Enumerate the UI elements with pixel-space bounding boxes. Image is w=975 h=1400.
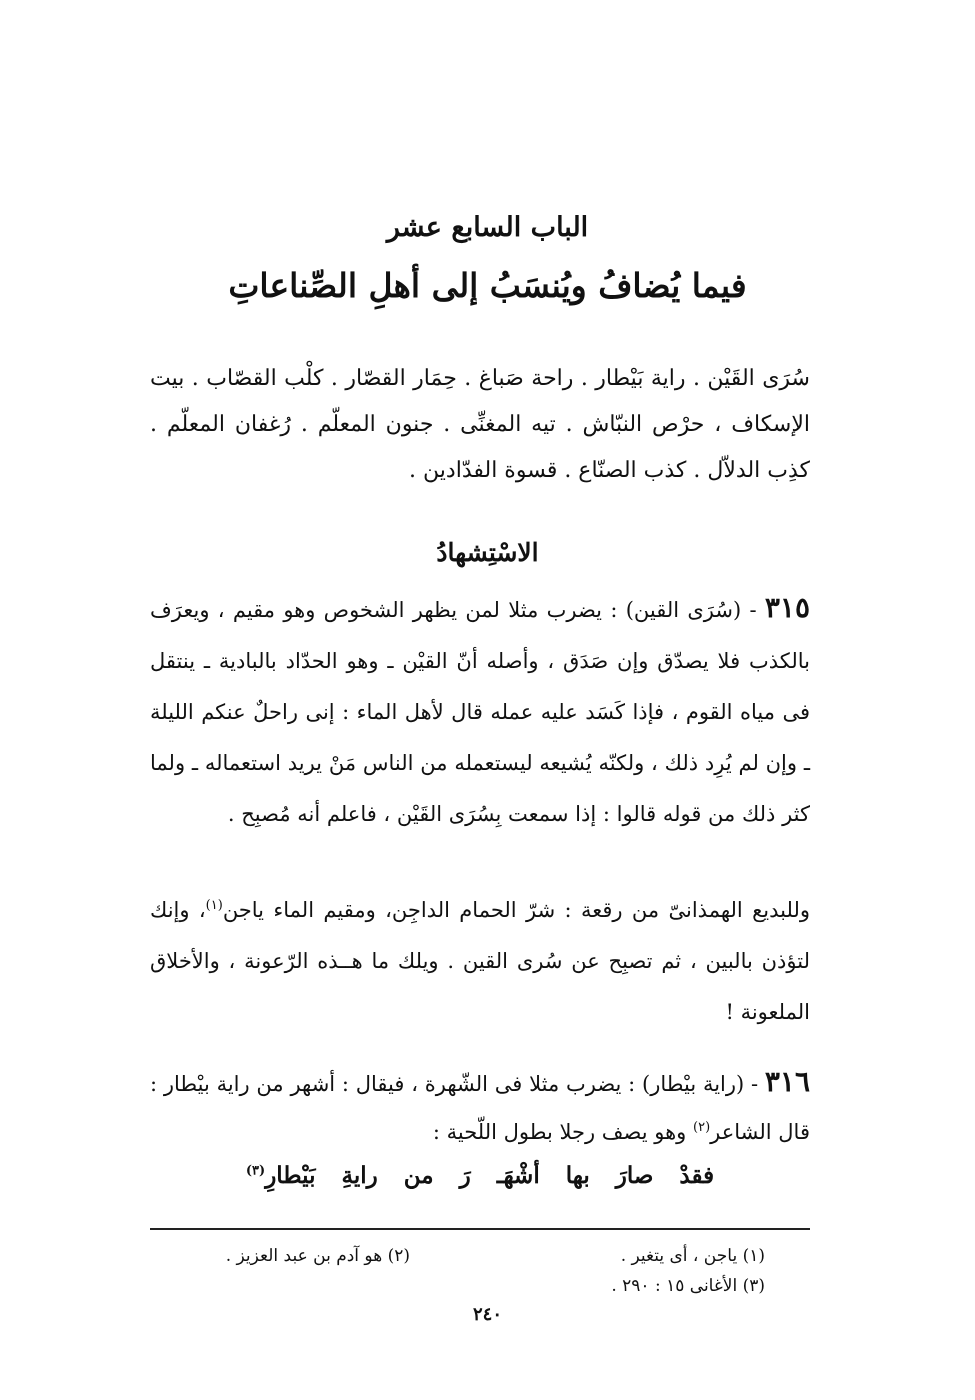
entry-number: ٣١٦: [764, 1065, 810, 1098]
entry-316: [150, 1060, 810, 1154]
footnote-2: (٢) هو آدم بن عبد العزيز .: [225, 1246, 410, 1266]
verse-text: فقدْ صارَ بها أشْهَـ رَ من رايةِ بَيْطارِ: [265, 1162, 715, 1189]
page-number: ٢٤٠: [472, 1304, 502, 1325]
chapter-label: الباب السابع عشر: [386, 212, 589, 243]
footnote-marker: (١): [205, 898, 223, 913]
entry-text-a: - (راية بيْطار) : يضرب مثلا فى الشّهرة ، فيقال : أشهر من راية بيْطار : قال الشاعر: [150, 1072, 810, 1144]
entry-number: ٣١٥: [764, 591, 810, 624]
footnote-divider: [150, 1228, 810, 1230]
footnote-3: (٣) الأغانى ١٥ : ٢٩٠ .: [611, 1276, 765, 1296]
entry-315-quote: [150, 880, 810, 1038]
quote-text-b: ، وإنك لتؤذن بالبين ، ثم تصبِح عن سُرى القين . ويلك ما هــذه الرّعونة ، والأخلاق الملعونة !: [150, 898, 810, 1024]
footnote-marker: (٣): [245, 1163, 266, 1179]
footnote-1: (١) ياجن ، أى يتغير .: [620, 1246, 765, 1266]
section-heading: الاسْتِشهادُ: [436, 538, 539, 567]
entry-text-b: وهو يصف رجلا بطول اللّحية :: [432, 1120, 693, 1144]
poem-verse: [220, 1162, 740, 1189]
entry-315: [150, 582, 810, 840]
entry-text: - (سُرَى القين) : يضرب مثلا لمن يظهر الشخوص وهو مقيم ، ويعرَف بالكذب فلا يصدّق وإن صَدَق ، وأصله أنّ القيْن ـ وهو الحدّاد بالبادية ـ ينتقل فى مياه القوم ، فإذا كَسَد عليه عمله قال لأهل الماء : إنى راحلٌ عنكم الليلة ـ وإن لم يُرِد ذلك ، ولكنّه يُشيعه ليستعمله من الناس مَنْ يريد استعماله ـ ولما كثر ذلك من قوله قالوا : إذا سمعت بِسُرَى القَيْن ، فاعلم أنه مُصبِح .: [150, 598, 810, 826]
footnote-marker: (٢): [693, 1120, 711, 1135]
chapter-title: فيما يُضافُ ويُنسَبُ إلى أهلِ الصِّناعاتِ: [228, 266, 747, 305]
intro-paragraph: سُرَى القَيْن . راية بَيْطار . راحة صَباغ . حِمَار القصّار . كلْب القصّاب . بيت الإسكاف ، حرْص النبّاش . تيه المغنِّى . جنون المعلّم . رُغفان المعلّم . كذِب الدلاّل . كذب الصنّاع . قسوة الفدّادين .: [150, 366, 810, 483]
quote-text-a: وللبديع الهمذانىّ من رقعة : شرّ الحمام الداجِن، ومقيم الماء ياجن: [222, 898, 810, 922]
